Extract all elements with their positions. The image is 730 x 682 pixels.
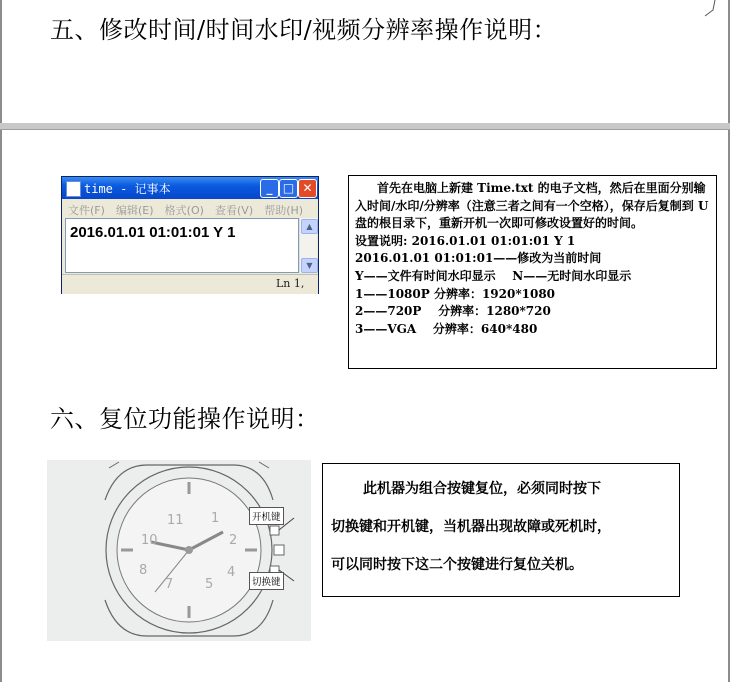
section6-heading: 六、复位功能操作说明：	[50, 405, 320, 433]
notepad-icon	[66, 181, 81, 197]
notepad-titlebar	[62, 177, 318, 199]
menu-file[interactable]: 文件(F)	[68, 204, 105, 217]
maximize-button[interactable]: □	[279, 179, 298, 198]
notepad-text-area[interactable]	[65, 218, 299, 273]
menu-format[interactable]: 格式(O)	[164, 204, 204, 217]
dial-number: 8	[139, 563, 148, 578]
instruction-line: 设置说明: 2016.01.01 01:01:01 Y 1	[355, 233, 576, 248]
section5-heading: 五、修改时间/时间水印/视频分辨率操作说明：	[50, 16, 558, 44]
dial-number: 5	[205, 577, 214, 592]
time-setting-instructions	[348, 175, 717, 369]
instructions-paragraph: 首先在电脑上新建 Time.txt 的电子文档，然后在里面分别输入时间/水印/分辨率（注意三者之间有一个空格），保存后复制到 U 盘的根目录下，重新开机一次即可修改设置好的时间。	[355, 181, 709, 231]
instruction-line: Y——文件有时间水印显示 N——无时间水印显示	[355, 268, 632, 283]
notepad-statusbar	[62, 274, 318, 294]
instruction-line: 2016.01.01 01:01:01——修改为当前时间	[355, 251, 602, 266]
reset-line: 此机器为组合按键复位，必须同时按下	[363, 481, 601, 497]
menu-help[interactable]: 帮助(H)	[264, 204, 304, 217]
section-divider-line	[0, 129, 730, 130]
reset-line: 切换键和开机键，当机器出现故障或死机时，	[331, 519, 611, 535]
dial-number: 11	[167, 513, 184, 528]
corner-decoration	[702, 0, 716, 18]
dial-number: 1	[211, 511, 220, 526]
close-button[interactable]: ✕	[298, 179, 317, 198]
notepad-content: 2016.01.01 01:01:01 Y 1	[70, 224, 236, 241]
scroll-down-icon[interactable]: ▼	[301, 258, 318, 273]
dial-number: 4	[227, 565, 236, 580]
reset-line: 可以同时按下这二个按键进行复位关机。	[331, 557, 583, 573]
menu-view[interactable]: 查看(V)	[215, 204, 254, 217]
notepad-title: time - 记事本	[84, 182, 171, 196]
menu-edit[interactable]: 编辑(E)	[116, 204, 154, 217]
dial-number: 10	[141, 533, 158, 548]
status-position: Ln 1,	[276, 277, 305, 290]
watch-drawing	[47, 460, 311, 641]
dial-number: 7	[165, 577, 174, 592]
instruction-line: 2——720P 分辨率：1280*720	[355, 304, 551, 319]
notepad-menubar	[62, 199, 318, 218]
vertical-scrollbar[interactable]	[299, 218, 317, 273]
watch-illustration	[47, 460, 311, 641]
instruction-line: 1——1080P 分辨率：1920*1080	[355, 286, 556, 301]
page-border-left	[0, 0, 2, 682]
switch-key-label: 切换键	[249, 572, 284, 590]
reset-instructions	[322, 463, 680, 597]
dial-number: 2	[229, 533, 238, 548]
minimize-button[interactable]: _	[260, 179, 279, 198]
instruction-line: 3——VGA 分辨率：640*480	[355, 321, 538, 336]
power-key-label: 开机键	[249, 507, 284, 525]
scroll-up-icon[interactable]: ▲	[301, 219, 318, 234]
notepad-window	[61, 176, 319, 294]
